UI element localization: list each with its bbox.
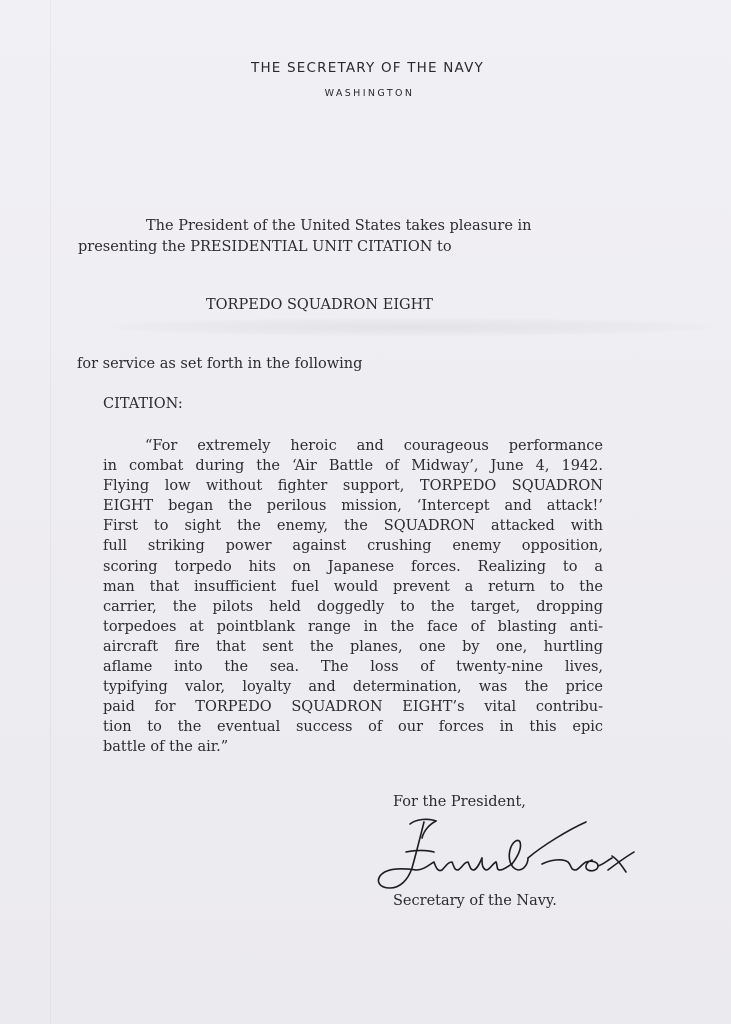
citation-line: typifying valor, loyalty and determination, was the price: [103, 679, 603, 696]
citation-body: [103, 436, 603, 758]
citation-line: Flying low without fighter support, TORPEDO SQUADRON: [103, 478, 603, 495]
letterhead-city: WASHINGTON: [324, 88, 415, 99]
citation-line: EIGHT began the perilous mission, ‘Intercept and attack!’: [103, 498, 603, 515]
signature: [372, 812, 672, 902]
intro-line-1: The President of the United States takes pleasure in: [146, 218, 532, 234]
citation-line: paid for TORPEDO SQUADRON EIGHT’s vital contribu-: [103, 699, 603, 716]
citation-line: man that insufficient fuel would prevent a return to the: [103, 578, 603, 595]
citation-line: tion to the eventual success of our forces in this epic: [103, 719, 603, 736]
intro-line-2: presenting the PRESIDENTIAL UNIT CITATION to: [78, 239, 452, 255]
unit-name: TORPEDO SQUADRON EIGHT: [206, 297, 433, 313]
citation-line: First to sight the enemy, the SQUADRON attacked with: [103, 518, 603, 535]
citation-line: “For extremely heroic and courageous performance: [145, 438, 603, 454]
citation-line: torpedoes at pointblank range in the face of blasting anti-: [103, 618, 603, 635]
closing-title-line: Secretary of the Navy.: [393, 893, 557, 909]
citation-line: aflame into the sea. The loss of twenty-nine lives,: [103, 659, 603, 676]
page-fold-line: [50, 0, 51, 1024]
service-line: for service as set forth in the following: [77, 356, 363, 372]
citation-line: aircraft fire that sent the planes, one by one, hurtling: [103, 638, 603, 655]
citation-line: scoring torpedo hits on Japanese forces. Realizing to a: [103, 558, 603, 575]
citation-line: in combat during the ‘Air Battle of Midway’, June 4, 1942.: [103, 458, 603, 475]
paper-smudge: [110, 318, 710, 336]
citation-heading: CITATION:: [103, 396, 183, 412]
citation-line: battle of the air.”: [103, 739, 229, 756]
signature-graphic: [372, 812, 672, 902]
closing-for-line: For the President,: [393, 794, 526, 810]
letterhead-title: THE SECRETARY OF THE NAVY: [251, 60, 484, 76]
citation-line: carrier, the pilots held doggedly to the target, dropping: [103, 598, 603, 615]
citation-line: full striking power against crushing enemy opposition,: [103, 538, 603, 555]
